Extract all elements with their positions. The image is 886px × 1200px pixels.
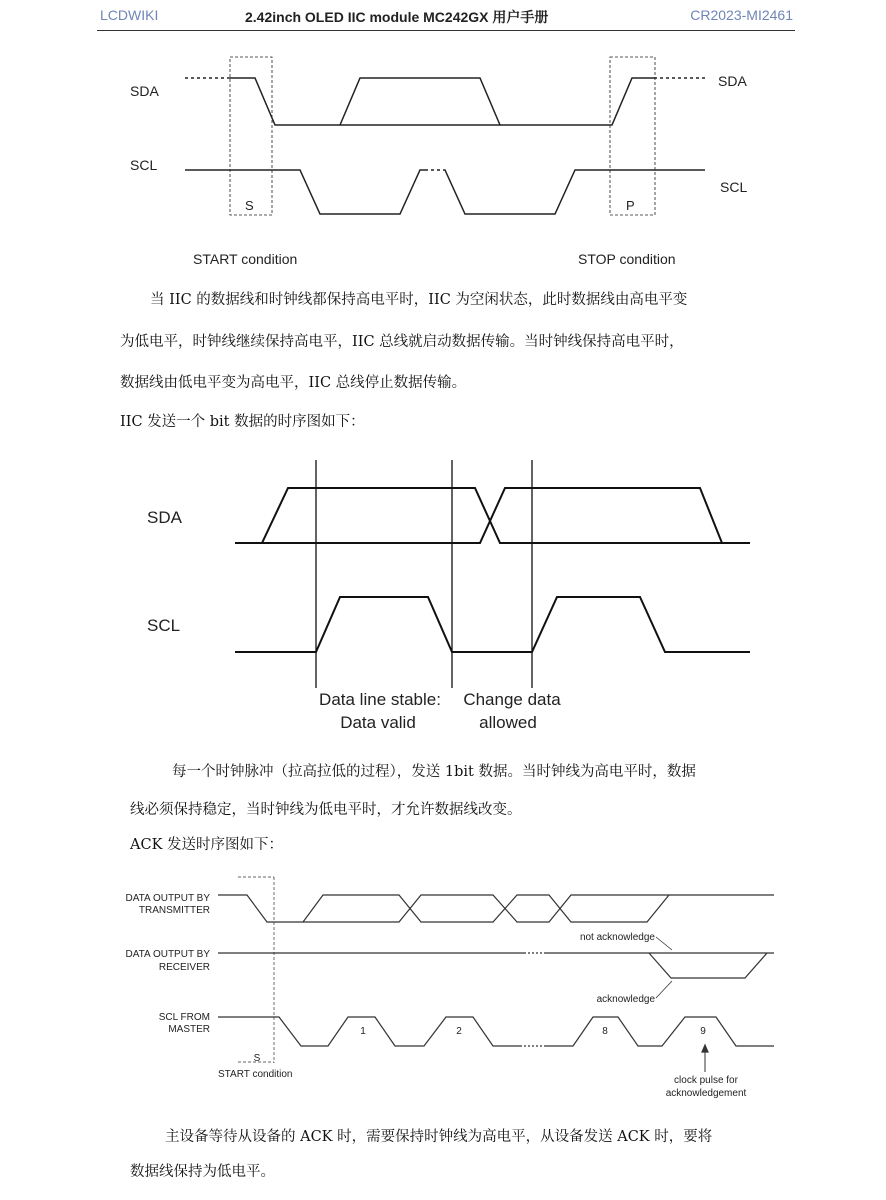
receiver-label-1: DATA OUTPUT BY (125, 949, 210, 960)
section-title-bit: IIC 发送一个 bit 数据的时序图如下： (120, 414, 365, 430)
clock-2-label: 2 (456, 1026, 462, 1037)
paragraph-line: 数据线保持为低电平。 (130, 1164, 275, 1180)
transmitter-label-2: TRANSMITTER (138, 905, 210, 916)
paragraph-line: 主设备等待从设备的 ACK 时，需要保持时钟线为高电平，从设备发送 ACK 时，要将 (165, 1129, 713, 1145)
sda-label-2: SDA (147, 508, 182, 527)
clock-pulse-label-2: acknowledgement (665, 1088, 747, 1099)
start-s-label: S (245, 198, 254, 213)
clock-1-label: 1 (360, 1026, 366, 1037)
ack-start-s-label: S (253, 1053, 261, 1064)
sda-label-right: SDA (718, 73, 747, 89)
change-caption-2: allowed (479, 713, 537, 732)
stop-condition-label: STOP condition (578, 251, 676, 267)
scl-label: SCL (130, 157, 158, 173)
start-stop-diagram (185, 57, 705, 215)
paragraph-line: 数据线由低电平变为高电平，IIC 总线停止数据传输。 (120, 375, 467, 391)
start-condition-label: START condition (193, 251, 298, 267)
scl-master-label-1: SCL FROM (158, 1012, 210, 1023)
acknowledge-label: acknowledge (596, 994, 655, 1005)
receiver-label-2: RECEIVER (158, 962, 210, 973)
section-title-ack: ACK 发送时序图如下： (130, 837, 284, 853)
paragraph-line: 当 IIC 的数据线和时钟线都保持高电平时，IIC 为空闲状态，此时数据线由高电平变 (150, 292, 688, 308)
stable-caption-1: Data line stable: (319, 690, 441, 709)
scl-master-label-2: MASTER (168, 1024, 210, 1035)
header-doc-id: CR2023-MI2461 (690, 7, 793, 23)
sda-label: SDA (130, 83, 159, 99)
change-caption-1: Change data (463, 690, 561, 709)
scl-label-right: SCL (720, 179, 748, 195)
stop-p-label: P (626, 198, 635, 213)
transmitter-label-1: DATA OUTPUT BY (125, 893, 210, 904)
paragraph-line: 线必须保持稳定，当时钟线为低电平时，才允许数据线改变。 (130, 802, 522, 818)
clock-9-label: 9 (700, 1026, 706, 1037)
header-brand: LCDWIKI (100, 7, 159, 23)
bit-diagram (235, 460, 750, 688)
clock-pulse-label-1: clock pulse for (674, 1075, 738, 1086)
clock-8-label: 8 (602, 1026, 608, 1037)
ack-diagram (218, 877, 774, 1072)
not-acknowledge-label: not acknowledge (579, 932, 655, 943)
ack-start-condition-label: START condition (218, 1069, 293, 1080)
paragraph-line: 为低电平，时钟线继续保持高电平，IIC 总线就启动数据传输。当时钟线保持高电平时， (120, 334, 684, 350)
header-title: 2.42inch OLED IIC module MC242GX 用户手册 (245, 9, 549, 25)
paragraph-line: 每一个时钟脉冲（拉高拉低的过程），发送 1bit 数据。当时钟线为高电平时，数据 (172, 764, 696, 780)
scl-label-2: SCL (147, 616, 181, 635)
stable-caption-2: Data valid (340, 713, 416, 732)
